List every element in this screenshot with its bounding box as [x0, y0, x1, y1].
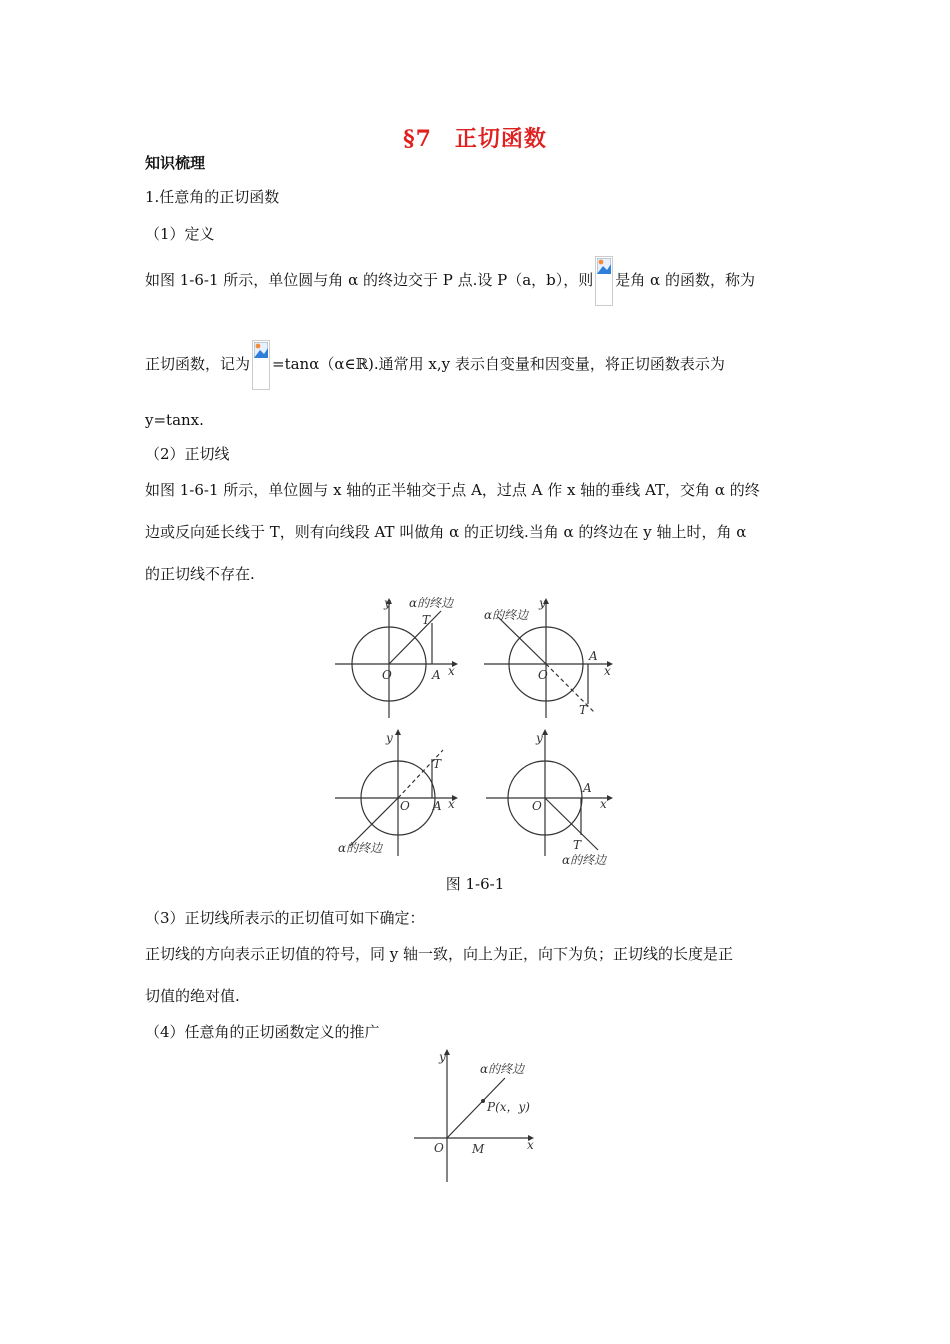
label-terminal-3: α的终边 — [338, 841, 383, 855]
definition-line-2 — [145, 340, 725, 390]
label-A-1: A — [432, 668, 441, 682]
label-y-5: y — [439, 1050, 446, 1064]
definition-text-a: 如图 1-6-1 所示，单位圆与角 α 的终边交于 P 点.设 P（a，b），则 — [145, 271, 594, 289]
label-terminal-1: α的终边 — [409, 596, 454, 610]
label-T-4: T — [573, 838, 582, 852]
label-x-4: x — [600, 797, 607, 811]
label-A-3: A — [433, 799, 442, 813]
broken-image-icon — [597, 258, 611, 274]
label-O-5: O — [434, 1141, 444, 1155]
definition-text-d: =tanα（α∈ℝ).通常用 x,y 表示自变量和因变量，将正切函数表示为 — [272, 355, 725, 373]
figure-1-6-1 — [320, 590, 620, 875]
label-y-1: y — [384, 596, 391, 610]
label-T-3: T — [433, 757, 442, 771]
sign-text-1: 正切线的方向表示正切值的符号，同 y 轴一致，向上为正，向下为负；正切线的长度是正 — [145, 945, 734, 963]
figure-caption: 图 1-6-1 — [445, 875, 505, 893]
figure-generalization — [410, 1045, 550, 1190]
definition-line-1 — [145, 256, 755, 306]
label-y-4: y — [536, 731, 543, 745]
page-title: §7 正切函数 — [403, 126, 547, 152]
formula-image-placeholder — [595, 256, 613, 306]
tangent-line-text-2: 边或反向延长线于 T，则有向线段 AT 叫做角 α 的正切线.当角 α 的终边在 y 轴上时，角 α — [145, 523, 747, 541]
label-A-4: A — [583, 781, 592, 795]
tangent-line-text-3: 的正切线不存在. — [145, 565, 255, 583]
definition-text-b: 是角 α 的函数，称为 — [615, 271, 755, 289]
broken-image-icon — [254, 342, 268, 358]
label-x-3: x — [448, 797, 455, 811]
label-P: P(x，y) — [487, 1100, 530, 1114]
formula-image-placeholder — [252, 340, 270, 390]
label-terminal-4: α的终边 — [562, 853, 607, 867]
label-terminal-5: α的终边 — [480, 1062, 525, 1076]
item-1-heading: 1.任意角的正切函数 — [145, 188, 280, 206]
subheading-definition: （1）定义 — [145, 225, 215, 243]
label-T-1: T — [422, 613, 431, 627]
label-y-3: y — [386, 731, 393, 745]
label-O-1: O — [382, 668, 392, 682]
definition-text-c: 正切函数，记为 — [145, 355, 251, 373]
label-T-2: T — [579, 703, 588, 717]
subheading-sign: （3）正切线所表示的正切值可如下确定： — [145, 909, 425, 927]
section-heading: 知识梳理 — [145, 154, 206, 172]
subheading-tangent-line: （2）正切线 — [145, 445, 230, 463]
label-A-2: A — [589, 649, 598, 663]
label-O-2: O — [538, 668, 548, 682]
label-terminal-2: α的终边 — [484, 608, 529, 622]
label-O-3: O — [400, 799, 410, 813]
label-x-1: x — [448, 664, 455, 678]
label-x-5: x — [527, 1138, 534, 1152]
tangent-line-text-1: 如图 1-6-1 所示，单位圆与 x 轴的正半轴交于点 A，过点 A 作 x 轴的垂线 AT，交角 α 的终 — [145, 481, 760, 499]
definition-line-3: y=tanx. — [145, 411, 204, 429]
label-O-4: O — [532, 799, 542, 813]
label-y-2: y — [539, 596, 546, 610]
label-x-2: x — [604, 664, 611, 678]
sign-text-2: 切值的绝对值. — [145, 987, 240, 1005]
subheading-generalization: （4）任意角的正切函数定义的推广 — [145, 1023, 380, 1041]
label-M: M — [472, 1142, 485, 1156]
